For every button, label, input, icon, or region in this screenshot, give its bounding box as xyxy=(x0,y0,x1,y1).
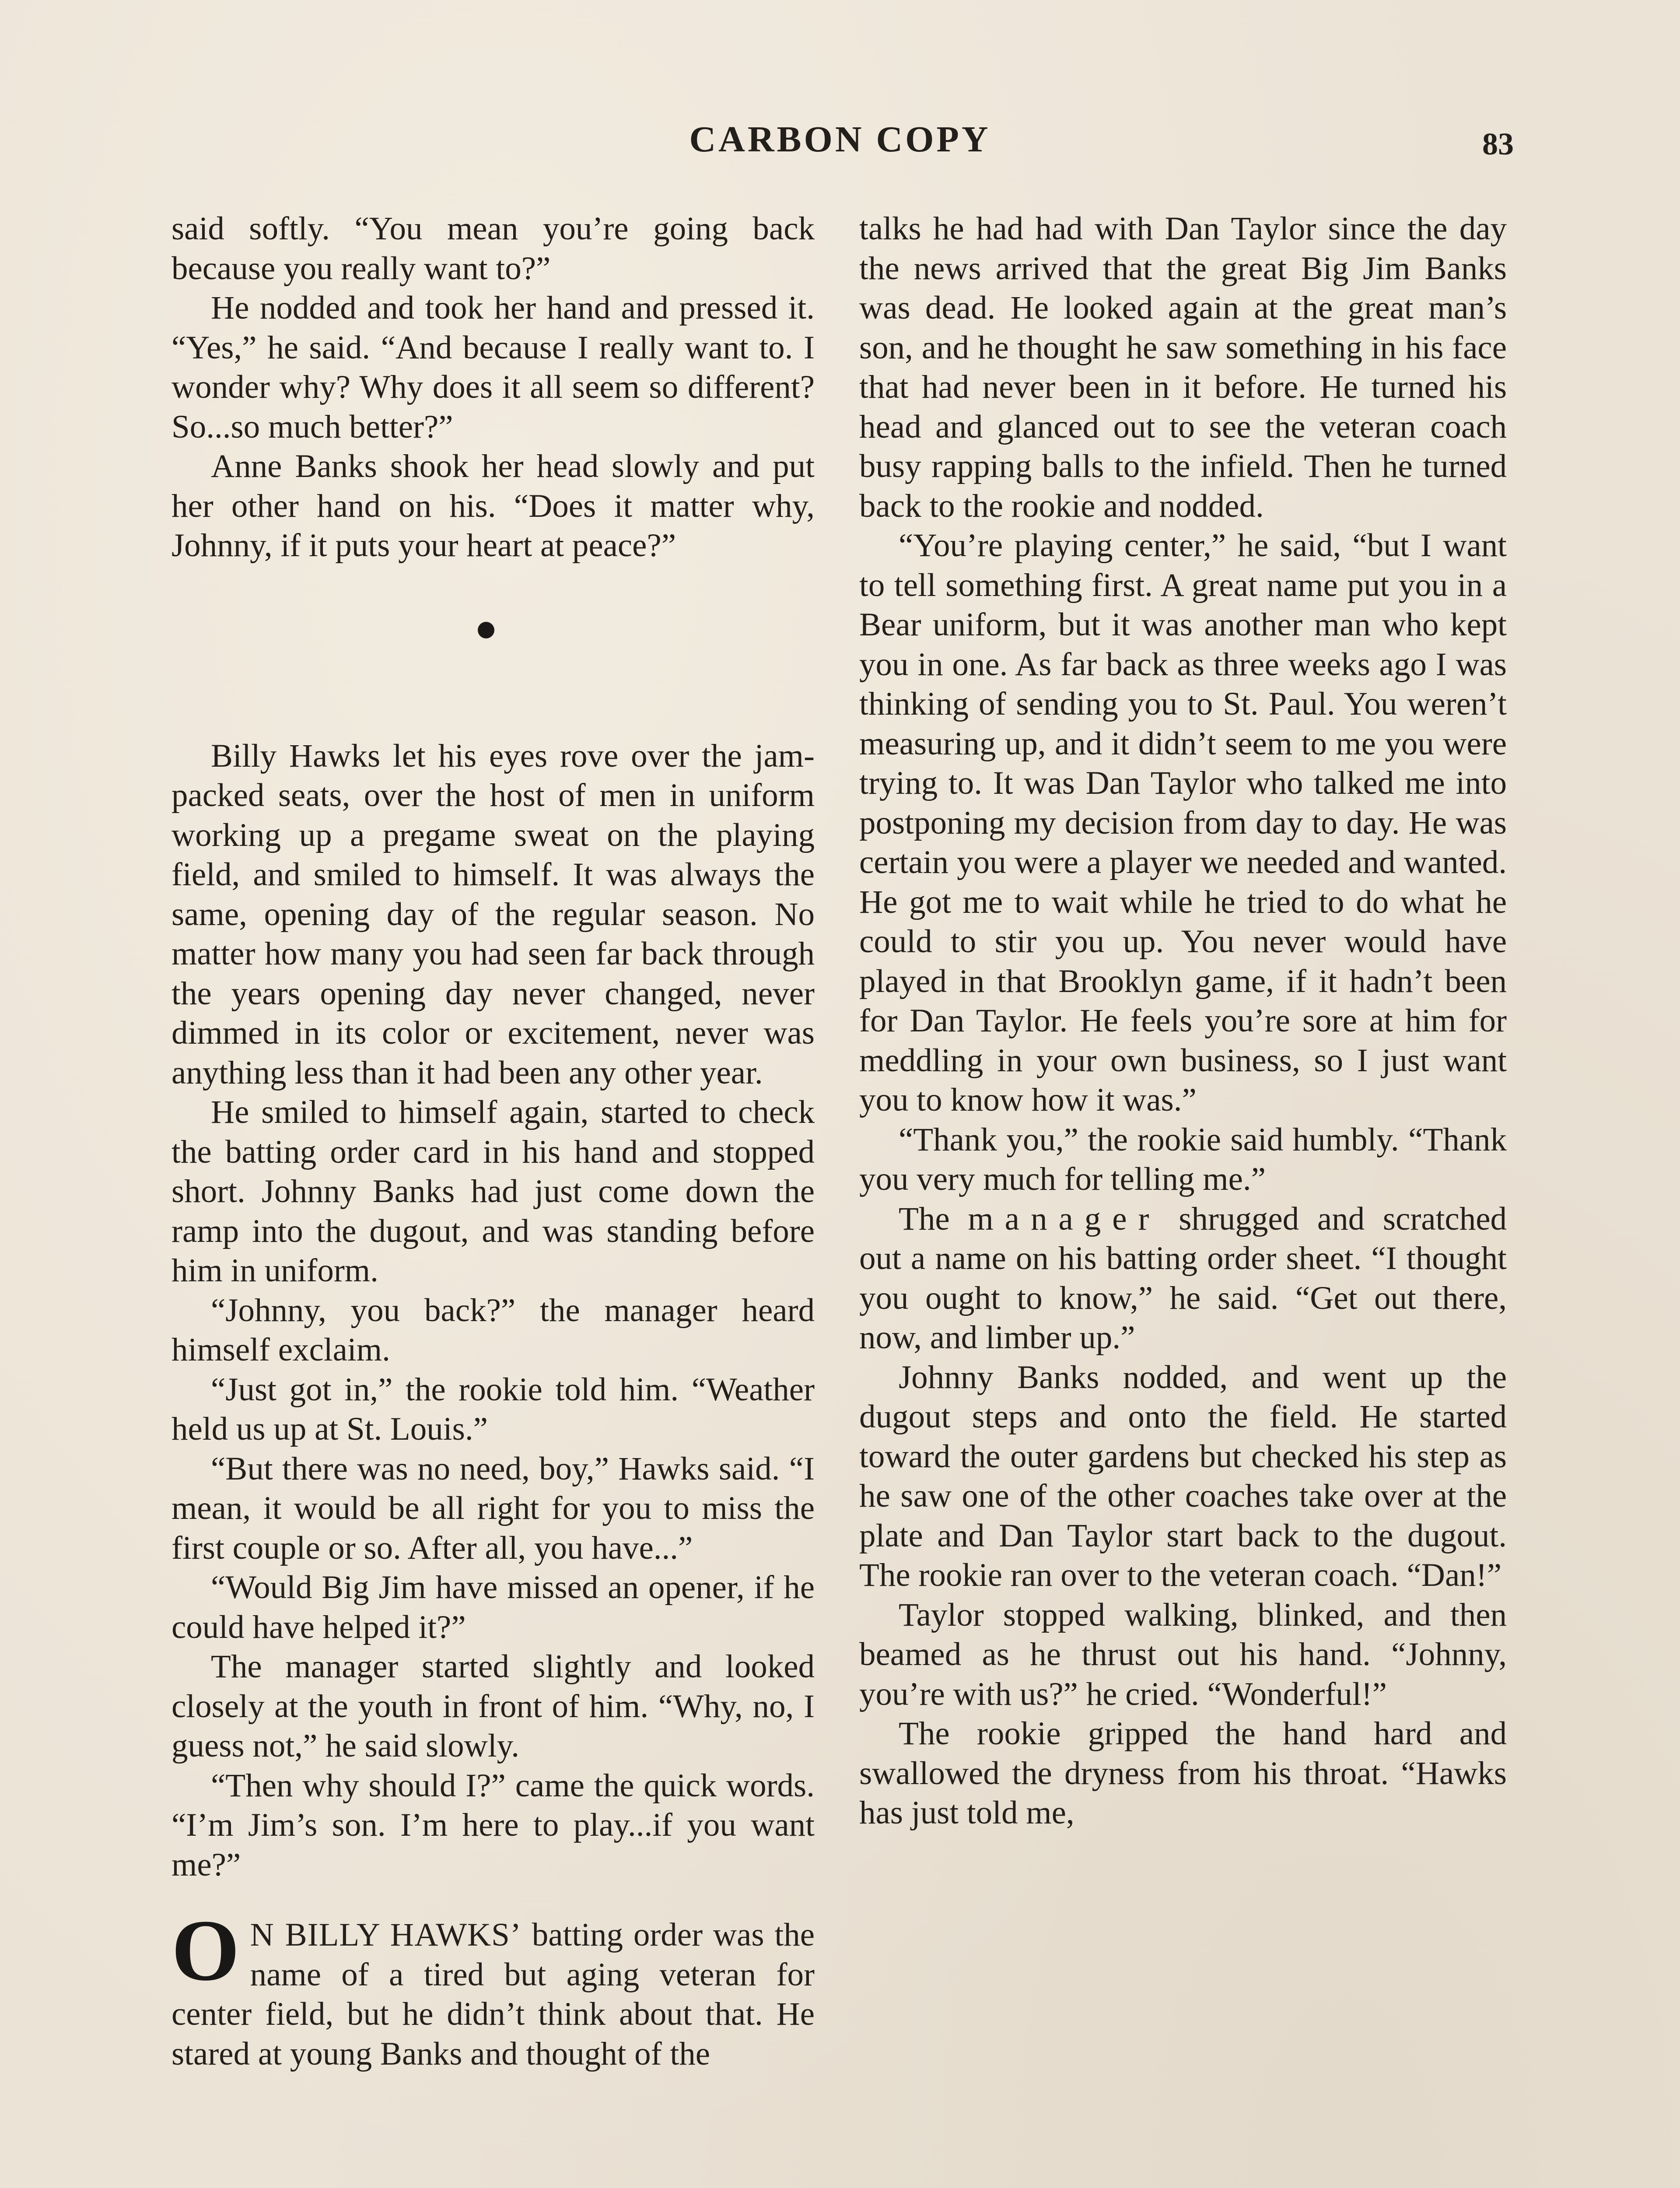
paragraph-lead: The xyxy=(899,1200,950,1237)
letterspaced-word: manager xyxy=(968,1200,1161,1237)
paragraph: talks he had had with Dan Taylor since the day the news arrived that the great Big Jim Banks was dead. He looked again at the great man’s son, and he thought he saw something in his face that had never been in it before. He turned his head and glanced out to see the veteran coach busy rapping balls to the infield. Then he turned back to the rookie and nodded. xyxy=(859,210,1507,524)
section-opening-paragraph xyxy=(172,1902,815,2074)
paragraph-text: batting order was the name of a tired but aging veteran for center field, but he didn’t think about that. He stared at young Banks and thought of the xyxy=(172,1917,815,2072)
left-text-column xyxy=(172,209,815,2074)
paragraph: “Thank you,” the rookie said humbly. “Thank you very much for telling me.” xyxy=(859,1121,1507,1197)
paragraph: “But there was no need, boy,” Hawks said. “I mean, it would be all right for you to miss the first couple or so. After all, you have...” xyxy=(172,1450,815,1566)
paragraph: The rookie gripped the hand hard and swallowed the dryness from his throat. “Hawks has just told me, xyxy=(859,1715,1507,1831)
lead-in: N BILLY HAWKS’ xyxy=(250,1917,522,1953)
paragraph: Johnny Banks nodded, and went up the dugout steps and onto the field. He started toward the outer gardens but checked his step as he saw one of the other coaches take over at the plate and Dan Taylor start back to the dugout. The rookie ran over to the veteran coach. “Dan!” xyxy=(859,1359,1507,1593)
paragraph: “Just got in,” the rookie told him. “Weather held us up at St. Louis.” xyxy=(172,1371,815,1447)
right-text-column xyxy=(859,209,1507,1833)
paragraph-text: shrugged and scratched out a name on his batting order sheet. “I thought you ought to know,” he said. “Get out there, now, and limber up.” xyxy=(859,1200,1507,1356)
paragraph: Taylor stopped walking, blinked, and then beamed as he thrust out his hand. “Johnny, you’re with us?” he cried. “Wonderful!” xyxy=(859,1596,1507,1712)
paragraph: “Johnny, you back?” the manager heard himself exclaim. xyxy=(172,1292,815,1368)
paragraph: “Then why should I?” came the quick words. “I’m Jim’s son. I’m here to play...if you want me?” xyxy=(172,1767,815,1883)
paragraph: “You’re playing center,” he said, “but I want to tell something first. A great name put you in a Bear uniform, but it was another man who kept you in one. As far back as three weeks ago I was thinking of sending you to St. Paul. You weren’t measuring up, and it didn’t seem to me you were trying to. It was Dan Taylor who talked me into postponing my decision from day to day. He was certain you were a player we needed and wanted. He got me to wait while he tried to do what he could to stir you up. You never would have played in that Brooklyn game, if it hadn’t been for Dan Taylor. He feels you’re sore at him for meddling in your own business, so I just want you to know how it was.” xyxy=(859,527,1507,1118)
paragraph: He nodded and took her hand and pressed it. “Yes,” he said. “And because I really want to. I wonder why? Why does it all seem so different? So...so much better?” xyxy=(172,290,815,445)
paragraph xyxy=(859,1199,1507,1358)
section-gap xyxy=(172,1885,815,1915)
section-break xyxy=(172,566,815,736)
paragraph: The manager started slightly and looked closely at the youth in front of him. “Why, no, I guess not,” he said slowly. xyxy=(172,1648,815,1764)
page-number: 83 xyxy=(1482,126,1514,161)
running-header-title: CARBON COPY xyxy=(689,119,991,160)
paragraph: “Would Big Jim have missed an opener, if he could have helped it?” xyxy=(172,1569,815,1645)
paragraph: He smiled to himself again, started to check the batting order card in his hand and stopped short. Johnny Banks had just come down the ramp into the dugout, and was standing before him in uniform. xyxy=(172,1094,815,1289)
drop-cap: O xyxy=(172,1902,240,1999)
paragraph: Billy Hawks let his eyes rove over the jam-packed seats, over the host of men in uniform working up a pregame sweat on the playing field, and smiled to himself. It was always the same, opening day of the regular season. No matter how many you had seen far back through the years opening day never changed, never dimmed in its color or excitement, never was anything less than it had been any other year. xyxy=(172,737,815,1091)
paragraph: said softly. “You mean you’re going back because you really want to?” xyxy=(172,210,815,287)
paragraph: Anne Banks shook her head slowly and put her other hand on his. “Does it matter why, Johnny, if it puts your heart at peace?” xyxy=(172,448,815,564)
section-break-dot-icon xyxy=(478,622,494,638)
